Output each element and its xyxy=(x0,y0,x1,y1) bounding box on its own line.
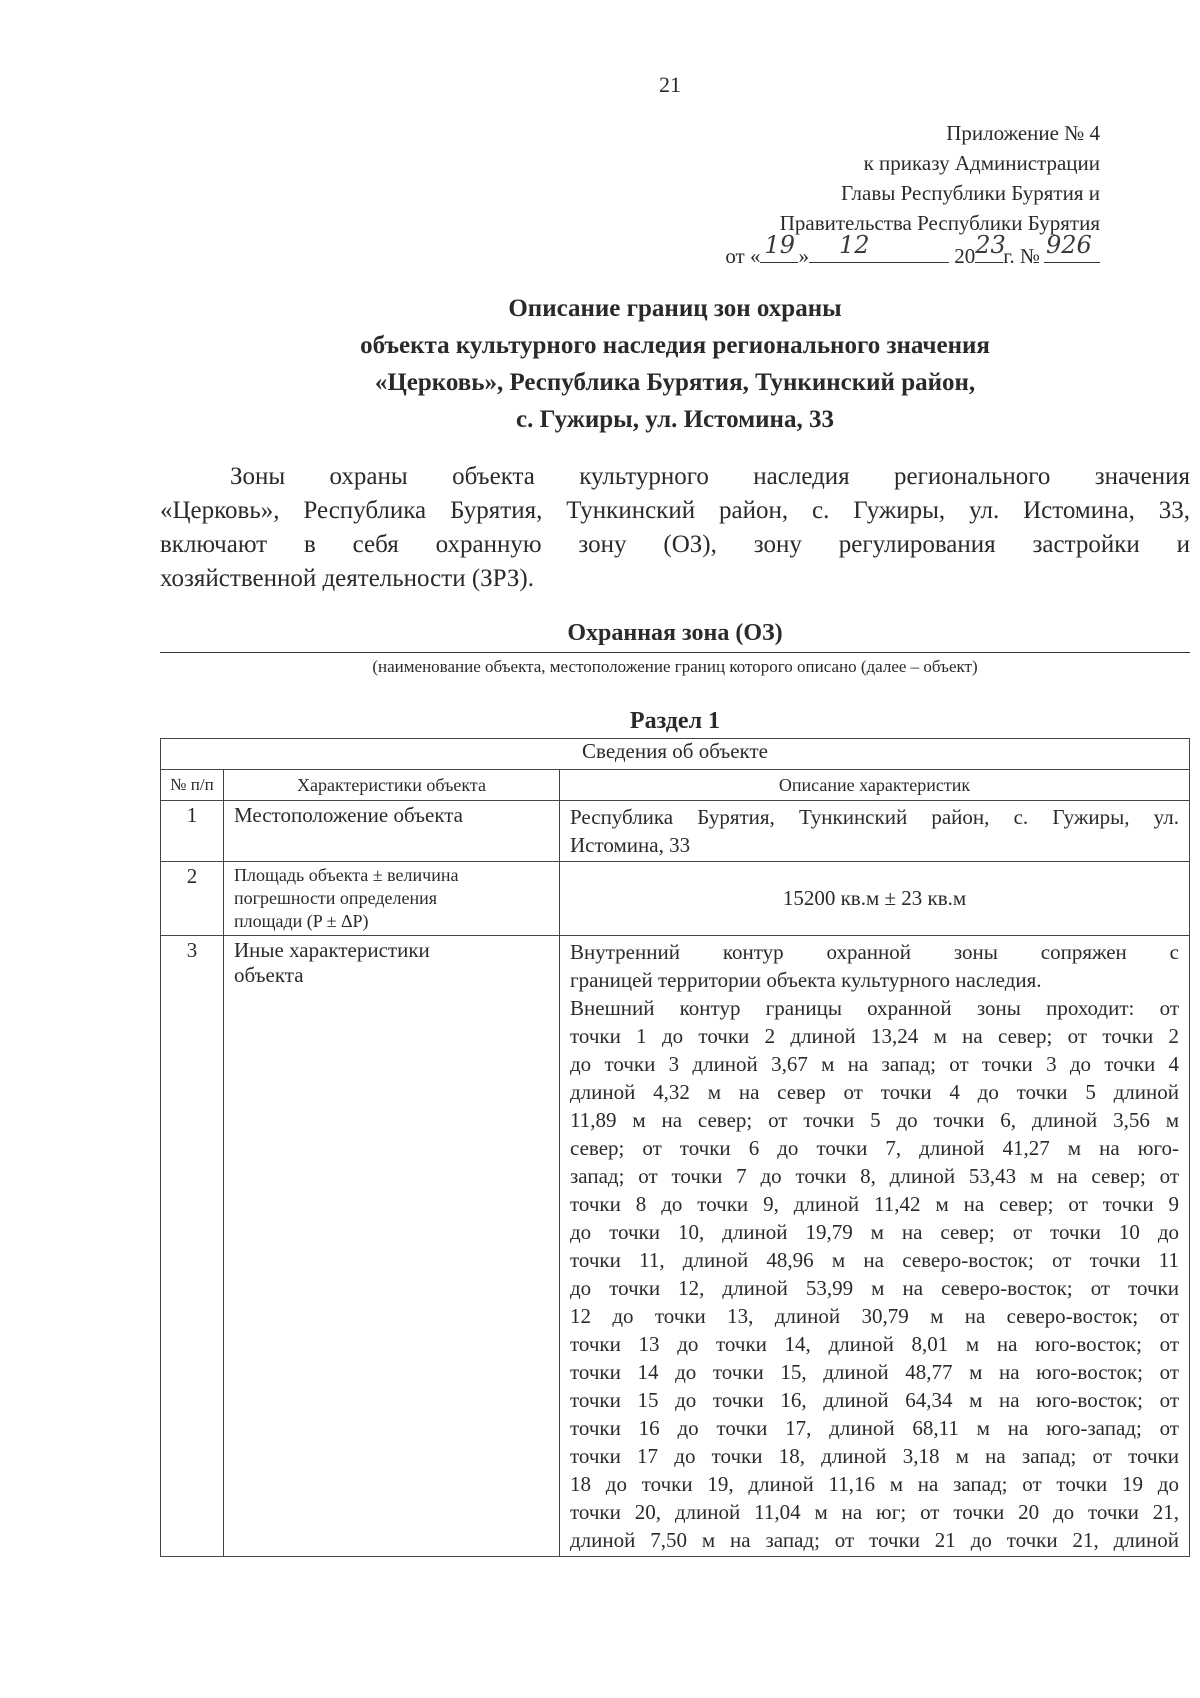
page-number: 21 xyxy=(659,72,681,97)
appendix-line-3: Главы Республики Бурятия и xyxy=(841,181,1100,205)
document-title xyxy=(150,290,1200,438)
appendix-line-4: Правительства Республики Бурятия xyxy=(779,211,1100,235)
row-1-characteristic: Местоположение объекта xyxy=(224,801,560,862)
appendix-date-line xyxy=(725,231,1100,271)
row-2-num: 2 xyxy=(161,862,224,936)
date-year: 23 xyxy=(975,231,1006,259)
header-description: Описание характеристик xyxy=(560,770,1190,801)
section-title: Раздел 1 xyxy=(629,708,721,734)
row-3-description-line: Внешний контур границы охранной зоны проходит: от xyxy=(570,996,1179,1020)
row-2-characteristic-line: площади (P ± ΔP) xyxy=(234,911,369,931)
row-3-description-line: границей территории объекта культурного наследия. xyxy=(570,968,1042,992)
intro-line-4: хозяйственной деятельности (ЗРЗ). xyxy=(160,565,534,592)
row-3-description-line: точки 13 до точки 14, длиной 8,01 м на юго-восток; от xyxy=(570,1332,1179,1356)
date-month: 12 xyxy=(838,231,870,259)
intro-line-1: Зоны охраны объекта культурного наследия регионального значения xyxy=(230,463,1190,490)
row-3-description-line: точки 15 до точки 16, длиной 64,34 м на юго-восток; от xyxy=(570,1388,1179,1412)
row-3-description-line: до точки 3 длиной 3,67 м на запад; от точки 3 до точки 4 xyxy=(570,1052,1179,1076)
date-num-prefix: г. № xyxy=(1003,244,1040,268)
date-quote-close: » xyxy=(798,244,809,268)
row-1-description xyxy=(560,801,1190,862)
intro-line-3: включают в себя охранную зону (ОЗ), зону регулирования застройки и xyxy=(160,531,1190,558)
date-day: 19 xyxy=(764,231,796,259)
row-2-characteristic-line: Площадь объекта ± величина xyxy=(234,865,459,885)
date-month-field xyxy=(809,231,949,263)
row-3-description-line: точки 1 до точки 2 длиной 13,24 м на север; от точки 2 xyxy=(570,1024,1179,1048)
title-line-2: объекта культурного наследия регионального значения xyxy=(360,332,990,359)
zone-note: (наименование объекта, местоположение границ которого описано (далее – объект) xyxy=(372,657,978,676)
intro-paragraph xyxy=(160,460,1190,596)
object-info-table xyxy=(160,738,1190,1557)
date-year-prefix: 20 xyxy=(954,244,976,268)
row-3-num: 3 xyxy=(161,936,224,1557)
date-year-field xyxy=(975,231,1006,263)
row-3-description-line: длиной 4,32 м на север от точки 4 до точки 5 длиной xyxy=(570,1080,1179,1104)
row-3-description-line: 12 до точки 13, длиной 30,79 м на северо-восток; от xyxy=(570,1304,1179,1328)
header-num: № п/п xyxy=(161,770,224,801)
row-1-description-line: Республика Бурятия, Тункинский район, с. Гужиры, ул. xyxy=(570,805,1179,829)
row-3-characteristic-line: Иные характеристики xyxy=(234,938,430,962)
row-3-description-line: точки 20, длиной 11,04 м на юг; от точки 20 до точки 21, xyxy=(570,1500,1179,1524)
appendix-line-2: к приказу Администрации xyxy=(863,151,1100,175)
table-caption-row xyxy=(161,739,1190,770)
table-row xyxy=(161,801,1190,862)
row-3-description-line: точки 16 до точки 17, длиной 68,11 м на юго-запад; от xyxy=(570,1416,1179,1440)
title-line-1: Описание границ зон охраны xyxy=(508,295,842,322)
date-day-field xyxy=(760,231,798,263)
row-3-description-line: точки 17 до точки 18, длиной 3,18 м на запад; от точки xyxy=(570,1444,1179,1468)
appendix-block xyxy=(725,118,1100,271)
row-3-description-line: до точки 10, длиной 19,79 м на север; от точки 10 до xyxy=(570,1220,1179,1244)
row-3-description-line: точки 14 до точки 15, длиной 48,77 м на юго-восток; от xyxy=(570,1360,1179,1384)
date-prefix: от « xyxy=(725,244,761,268)
row-1-description-line: Истомина, 33 xyxy=(570,833,691,857)
zone-underline xyxy=(160,652,1190,653)
date-number: 926 xyxy=(1046,231,1092,259)
row-2-characteristic-line: погрешности определения xyxy=(234,888,437,908)
row-3-description-line: точки 11, длиной 48,96 м на северо-восток; от точки 11 xyxy=(570,1248,1179,1272)
row-1-num: 1 xyxy=(161,801,224,862)
header-characteristic: Характеристики объекта xyxy=(224,770,560,801)
intro-line-2: «Церковь», Республика Бурятия, Тункинский район, с. Гужиры, ул. Истомина, 33, xyxy=(160,497,1190,524)
row-3-description-line: 18 до точки 19, длиной 11,16 м на запад; от точки 19 до xyxy=(570,1472,1179,1496)
zone-title: Охранная зона (ОЗ) xyxy=(567,620,783,646)
table-caption: Сведения об объекте xyxy=(161,739,1190,770)
appendix-line-1: Приложение № 4 xyxy=(946,121,1100,145)
row-3-description xyxy=(560,936,1190,1557)
row-2-characteristic xyxy=(224,862,560,936)
row-3-description-line: Внутренний контур охранной зоны сопряжен с xyxy=(570,940,1179,964)
table-header-row xyxy=(161,770,1190,801)
row-3-description-line: до точки 12, длиной 53,99 м на северо-восток; от точки xyxy=(570,1276,1179,1300)
row-3-description-line: север; от точки 6 до точки 7, длиной 41,27 м на юго- xyxy=(570,1136,1179,1160)
row-3-characteristic xyxy=(224,936,560,1557)
date-number-field xyxy=(1044,231,1100,263)
row-3-description-line: длиной 7,50 м на запад; от точки 21 до точки 21, длиной xyxy=(570,1528,1179,1552)
row-3-description-line: запад; от точки 7 до точки 8, длиной 53,43 м на север; от xyxy=(570,1164,1179,1188)
row-3-characteristic-line: объекта xyxy=(234,963,304,987)
table-row xyxy=(161,862,1190,936)
title-line-4: с. Гужиры, ул. Истомина, 33 xyxy=(516,406,834,433)
title-line-3: «Церковь», Республика Бурятия, Тункинский район, xyxy=(374,369,976,396)
row-2-description: 15200 кв.м ± 23 кв.м xyxy=(560,862,1190,936)
row-3-description-line: 11,89 м на север; от точки 5 до точки 6, длиной 3,56 м xyxy=(570,1108,1179,1132)
row-3-description-line: точки 8 до точки 9, длиной 11,42 м на север; от точки 9 xyxy=(570,1192,1179,1216)
table-row xyxy=(161,936,1190,1557)
